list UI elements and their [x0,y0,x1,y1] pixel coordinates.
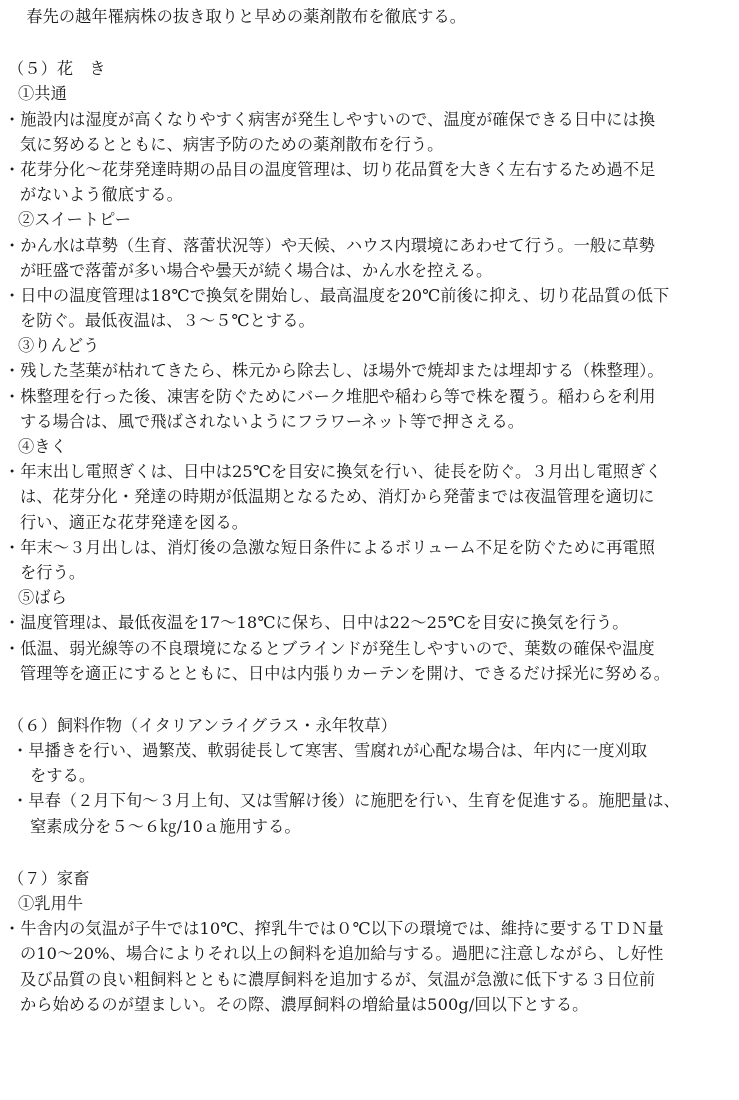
bullet-line: ・早播きを行い、過繁茂、軟弱徒長して寒害、雪腐れが心配な場合は、年内に一度刈取 [12,741,648,761]
bullet-line: ・早春（２月下旬～３月上旬、又は雪解け後）に施肥を行い、生育を促進する。施肥量は、 [12,791,680,811]
bullet-continuation: をする。 [30,766,96,786]
bullet-line: ・残した茎葉が枯れてきたら、株元から除去し、ほ場外で焼却または埋却する（株整理）。 [4,361,664,381]
bullet-line: ・年末出し電照ぎくは、日中は25℃を目安に換気を行い、徒長を防ぐ。３月出し電照ぎく [4,462,662,482]
paragraph-gap [0,686,739,713]
bullet-line: ・低温、弱光線等の不良環境になるとブラインドが発生しやすいので、葉数の確保や温度 [4,638,655,658]
bullet-continuation: が旺盛で落蕾が多い場合や曇天が続く場合は、かん水を控える。 [20,260,493,280]
subsection-heading-common: ①共通 [18,84,67,104]
bullet-continuation: 気に努めるとともに、病害予防のための薬剤散布を行う。 [20,134,444,154]
section-heading-livestock: （７）家畜 [8,868,90,888]
bullet-line: ・年末～３月出しは、消灯後の急激な短日条件によるボリューム不足を防ぐために再電照 [4,537,656,557]
bullet-line: ・温度管理は、最低夜温を17～18℃に保ち、日中は22～25℃を目安に換気を行う。 [4,613,629,633]
bullet-continuation: から始めるのが望ましい。その際、濃厚飼料の増給量は500g/回以下とする。 [20,994,589,1014]
bullet-line: ・施設内は湿度が高くなりやすく病害が発生しやすいので、温度が確保できる日中には換 [4,109,656,129]
section-heading-flowers: （５）花 き [8,59,106,79]
bullet-line: ・株整理を行った後、凍害を防ぐためにバーク堆肥や稲わら等で株を覆う。稲わらを利用 [4,386,656,406]
bullet-line: ・日中の温度管理は18℃で換気を開始し、最高温度を20℃前後に抑え、切り花品質の低下 [4,285,670,305]
bullet-continuation: 管理等を適正にするとともに、日中は内張りカーテンを開け、できるだけ採光に努める。 [20,663,671,683]
paragraph-gap [0,29,739,56]
subsection-heading-dairy-cattle: ①乳用牛 [18,894,84,913]
section-heading-forage: （６）飼料作物（イタリアンライグラス・永年牧草） [8,715,397,735]
bullet-continuation: 行い、適正な花芽発達を図る。 [20,512,249,532]
subsection-heading-rose: ⑤ばら [18,588,67,608]
bullet-line: ・かん水は草勢（生育、落蕾状況等）や天候、ハウス内環境にあわせて行う。一般に草勢 [4,235,656,255]
bullet-continuation: する場合は、風で飛ばされないようにフラワーネット等で押さえる。 [20,411,525,431]
bullet-line: ・花芽分化～花芽発達時期の品目の温度管理は、切り花品質を大きく左右するため過不足 [4,159,656,179]
paragraph-gap [0,839,739,866]
bullet-continuation: の10～20%、場合によりそれ以上の飼料を追加給与する。過肥に注意しながら、し好性 [20,944,664,964]
bullet-continuation: 及び品質の良い粗飼料とともに濃厚飼料を追加するが、気温が急激に低下する３日位前 [20,969,656,989]
bullet-line: ・牛舎内の気温が子牛では10℃、搾乳牛では０℃以下の環境では、維持に要するＴＤＮ量 [4,919,664,939]
subsection-heading-chrysanthemum: ④きく [18,437,67,456]
bullet-continuation: は、花芽分化・発達の時期が低温期となるため、消灯から発蕾までは夜温管理を適切に [20,487,655,507]
subsection-heading-sweetpea: ②スイートピー [18,210,132,230]
text-line: 春先の越年罹病株の抜き取りと早めの薬剤散布を徹底する。 [10,7,467,26]
bullet-continuation: がないよう徹底する。 [20,185,183,205]
bullet-continuation: を防ぐ。最低夜温は、３～５℃とする。 [20,311,315,331]
bullet-continuation: を行う。 [20,562,86,582]
bullet-continuation: 窒素成分を５～６㎏/10ａ施用する。 [30,816,301,836]
document-page [0,4,739,1017]
subsection-heading-gentian: ③りんどう [18,336,100,356]
